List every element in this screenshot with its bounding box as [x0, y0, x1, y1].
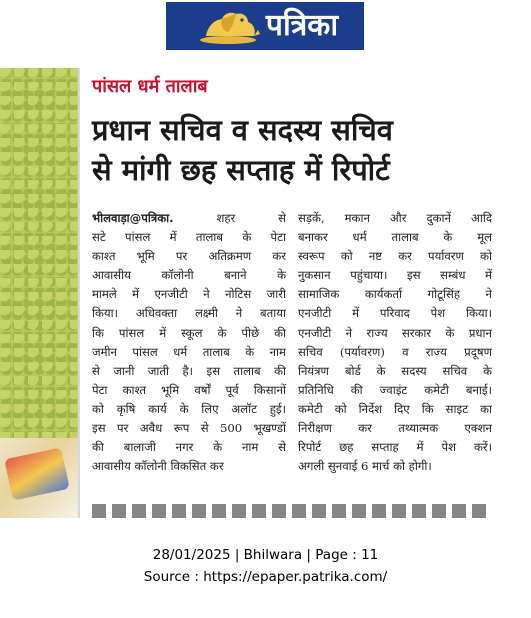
body-line — [92, 209, 286, 228]
article-column-1 — [92, 209, 286, 476]
body-line: बनाकर धर्म तालाब के मूल — [298, 230, 492, 245]
body-line: स्वरूप को नष्ट कर पर्यावरण को — [298, 249, 492, 264]
body-line: कमेटी को निर्देश दिए कि साइट का — [298, 401, 492, 416]
body-line: एनजीटी में परिवाद पेश किया। — [298, 306, 492, 321]
article — [92, 68, 492, 518]
body-line: सटे पांसल में तालाब के पेटा — [92, 230, 286, 245]
article-kicker: पांसल धर्म तालाब — [92, 76, 208, 97]
body-text: शहर से — [216, 211, 286, 225]
masthead-name: पत्रिका — [265, 8, 339, 43]
body-line: मामले में एनजीटी ने नोटिस जारी — [92, 287, 286, 302]
article-column-2 — [298, 209, 492, 476]
body-line: को कृषि कार्य के लिए अलॉट हुई। — [92, 401, 286, 416]
article-body — [92, 209, 492, 476]
article-headline — [92, 110, 492, 190]
body-line: नुकसान पहुंचाया। इस सम्बंध में — [298, 268, 492, 283]
body-line: एनजीटी ने राज्य सरकार के प्रधान — [298, 325, 492, 340]
body-line: इस पर अवैध रूप से 500 भूखण्डों — [92, 421, 286, 436]
body-line: प्रतिनिधि की ज्वाइंट कमेटी बनाई। — [298, 382, 492, 397]
cut-off-next-line — [92, 504, 492, 518]
body-line: अगली सुनवाई 6 मार्च को होगी। — [298, 459, 432, 474]
body-line: की बालाजी नगर के नाम से — [92, 440, 286, 455]
body-line: सड़कें, मकान और दुकानें आदि — [298, 211, 492, 225]
body-line: नियंत्रण बोर्ड के सदस्य सचिव के — [298, 363, 492, 378]
body-line: सामाजिक कार्यकर्ता गोटूसिंह ने — [298, 287, 492, 302]
newspaper-clipping — [0, 68, 492, 518]
headline-line-2: से मांगी छह सप्ताह में रिपोर्ट — [92, 153, 390, 187]
body-line: आवासीय कॉलोनी बनाने के — [92, 268, 286, 283]
body-line: आवासीय कॉलोनी विकसित कर — [92, 459, 224, 474]
footer-source-url: Source : https://epaper.patrika.com/ — [143, 569, 388, 585]
body-line: काश्त भूमि पर अतिक्रमण कर — [92, 249, 286, 264]
footer-date-page: 28/01/2025 | Bhilwara | Page : 11 — [152, 547, 379, 563]
body-line: जमीन पांसल धर्म तालाब के नाम — [92, 344, 286, 359]
body-line: निरीक्षण कर तथ्यात्मक एक्शन — [298, 421, 492, 436]
source-footer — [0, 544, 531, 588]
masthead-logo — [166, 2, 364, 50]
headline-line-1: प्रधान सचिव व सदस्य सचिव — [92, 113, 393, 147]
body-line: किया। अधिवक्ता लक्ष्मी ने बताया — [92, 306, 286, 321]
body-line: पेटा काश्त भूमि वर्षों पूर्व किसानों — [92, 382, 286, 397]
body-line: से जानी जाती है। इस तालाब की — [92, 363, 286, 378]
lion-emblem-icon — [198, 6, 262, 46]
body-line: सचिव (पर्यावरण) व राज्य प्रदूषण — [298, 344, 492, 359]
body-line: कि पांसल में स्कूल के पीछे की — [92, 325, 286, 340]
body-line: रिपोर्ट छह सप्ताह में पेश करें। — [298, 440, 492, 455]
column-divider — [78, 68, 80, 518]
article-dateline: भीलवाड़ा@पत्रिका. — [92, 211, 174, 225]
